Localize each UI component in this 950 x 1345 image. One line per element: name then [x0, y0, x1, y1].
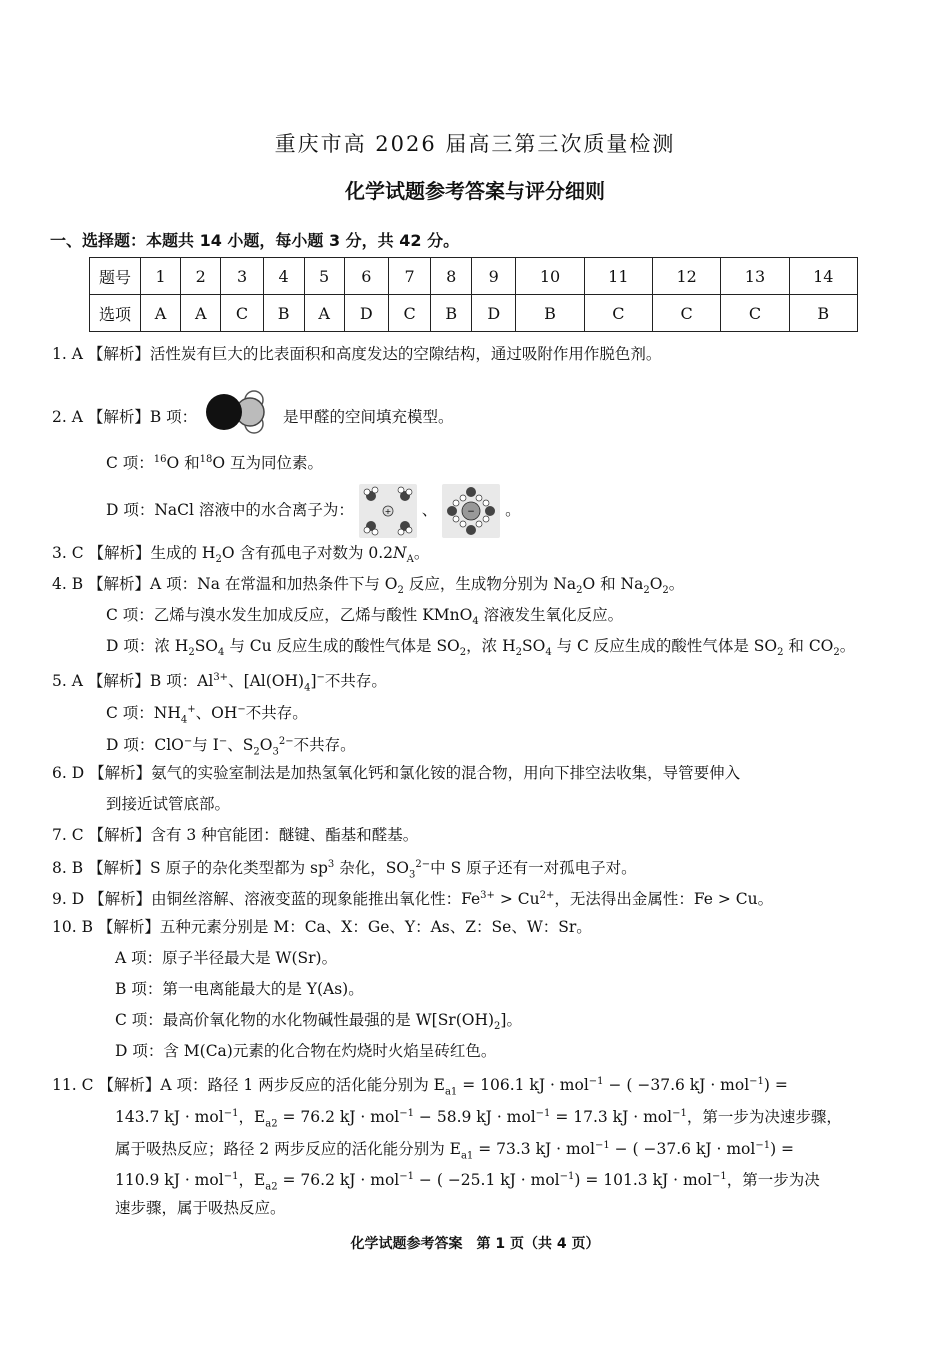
- answer-q6-line2: 到接近试管底部。: [106, 795, 231, 813]
- answer-table: [89, 257, 858, 332]
- text: ) =: [763, 1076, 788, 1095]
- text: − ( −37.6 kJ · mol: [609, 1140, 756, 1159]
- table-cell: A: [141, 295, 181, 332]
- subscript: a1: [444, 1086, 458, 1098]
- table-cell: B: [516, 295, 584, 332]
- superscript: −: [183, 736, 193, 747]
- answer-q5-d: [106, 732, 356, 762]
- answer-q11-line5: 速步骤，属于吸热反应。: [115, 1199, 286, 1217]
- text: C 项：NH: [106, 704, 181, 723]
- subscript: a2: [265, 1181, 278, 1193]
- text: ，无法得出金属性：Fe > Cu。: [554, 890, 774, 909]
- text: N: [393, 544, 407, 562]
- superscript: 18: [199, 454, 213, 465]
- table-cell: 9: [472, 258, 516, 295]
- answer-q4-c: [106, 605, 623, 632]
- text: 。: [413, 544, 430, 562]
- row-label-number: 题号: [90, 258, 141, 295]
- text: 8. B 【解析】S 原子的杂化类型都为 sp: [52, 859, 328, 878]
- answer-q11-line3: [115, 1136, 794, 1166]
- table-cell: B: [789, 295, 857, 332]
- text: ，E: [238, 1171, 266, 1190]
- table-cell: 2: [181, 258, 221, 295]
- superscript: 2−: [278, 736, 294, 747]
- subscript: 2: [188, 647, 195, 659]
- text: 4. B 【解析】A 项：Na 在常温和加热条件下与 O: [52, 575, 398, 593]
- text: 、: [421, 501, 438, 519]
- answer-q10-d: D 项：含 M(Ca)元素的化合物在灼烧时火焰呈砖红色。: [115, 1042, 497, 1060]
- text: ]。: [500, 1011, 522, 1029]
- subscript: a2: [265, 1118, 278, 1130]
- table-cell: D: [472, 295, 516, 332]
- answer-q6-line1: 6. D 【解析】氨气的实验室制法是加热氢氧化钙和氯化铵的混合物，用向下排空法收集，导管要伸入: [52, 764, 741, 782]
- table-cell: 4: [263, 258, 304, 295]
- subscript: a1: [460, 1150, 474, 1162]
- formaldehyde-model-icon: [202, 390, 278, 446]
- text: = 17.3 kJ · mol: [550, 1108, 673, 1127]
- table-cell: B: [431, 295, 472, 332]
- text: O 互为同位素。: [212, 454, 324, 473]
- superscript: −1: [399, 1171, 414, 1182]
- table-cell: 14: [789, 258, 857, 295]
- text: 、OH: [195, 704, 238, 723]
- table-cell: 3: [221, 258, 263, 295]
- text: 。: [505, 501, 521, 519]
- subscript: 2: [576, 585, 583, 597]
- subscript: 4: [180, 714, 188, 726]
- subscript: 4: [545, 647, 552, 659]
- answer-q4-a: [52, 574, 684, 601]
- subscript: 4: [472, 616, 479, 628]
- text: C 项：最高价氧化物的水化物碱性最强的是 W[Sr(OH): [115, 1011, 495, 1029]
- superscript: −: [237, 704, 246, 715]
- text: 。: [668, 575, 685, 593]
- text: − ( −37.6 kJ · mol: [603, 1076, 750, 1095]
- row-label-option: 选项: [90, 295, 141, 332]
- text: 杂化，SO: [334, 859, 410, 878]
- superscript: −1: [594, 1140, 610, 1151]
- answer-q3: [52, 543, 429, 570]
- text: 不共存。: [324, 672, 387, 691]
- answer-q9: [52, 886, 773, 909]
- superscript: +: [187, 704, 196, 715]
- answer-q11-line2: [115, 1104, 842, 1134]
- superscript: −: [316, 672, 325, 683]
- table-cell: D: [344, 295, 388, 332]
- answer-q2-line1: [52, 390, 454, 446]
- text: − ( −25.1 kJ · mol: [414, 1171, 560, 1190]
- subscript: A: [406, 554, 414, 566]
- text: ) =: [770, 1140, 795, 1159]
- superscript: 2+: [539, 890, 555, 901]
- superscript: −1: [223, 1108, 239, 1119]
- text: 溶液发生氧化反应。: [478, 606, 624, 624]
- text: 中 S 原子还有一对孤电子对。: [430, 859, 637, 878]
- superscript: −1: [711, 1171, 727, 1182]
- superscript: −1: [535, 1108, 551, 1119]
- hydrated-chloride-ion-icon: [442, 484, 500, 538]
- text: 与 Cu 反应生成的酸性气体是 SO: [224, 637, 460, 655]
- table-cell: 13: [721, 258, 789, 295]
- superscript: 2−: [415, 859, 431, 870]
- text: 不共存。: [245, 704, 308, 723]
- table-cell: 7: [388, 258, 430, 295]
- text: 与 I: [192, 736, 219, 755]
- text: 、S: [227, 736, 254, 755]
- exam-title: 重庆市高 2026 届高三第三次质量检测: [274, 132, 676, 156]
- svg-text:+: +: [384, 507, 392, 516]
- text: D 项：NaCl 溶液中的水合离子为：: [106, 501, 354, 519]
- table-row-options: [90, 295, 858, 332]
- subscript: 3: [272, 746, 279, 758]
- text: 。: [839, 637, 856, 655]
- q2-suffix: 是甲醛的空间填充模型。: [283, 408, 454, 426]
- table-cell: C: [584, 295, 652, 332]
- subscript: 4: [304, 682, 311, 694]
- text: O 和 Na: [582, 575, 644, 593]
- text: ，第一步为决: [726, 1171, 820, 1190]
- subscript: 2: [515, 647, 522, 659]
- svg-text:−: −: [467, 507, 476, 517]
- text: = 106.1 kJ · mol: [457, 1076, 589, 1095]
- text: − 58.9 kJ · mol: [414, 1108, 536, 1127]
- answer-q10-c: [115, 1010, 522, 1037]
- answer-q8: [52, 855, 637, 885]
- table-cell: A: [304, 295, 344, 332]
- text: 和 CO: [783, 637, 834, 655]
- text: 与 C 反应生成的酸性气体是 SO: [551, 637, 778, 655]
- hydrated-sodium-ion-icon: [359, 484, 417, 538]
- table-cell: 12: [652, 258, 720, 295]
- text: 5. A 【解析】B 项：Al: [52, 672, 214, 691]
- text: 110.9 kJ · mol: [115, 1171, 224, 1190]
- subscript: 3: [409, 869, 416, 881]
- table-cell: 11: [584, 258, 652, 295]
- superscript: −1: [223, 1171, 239, 1182]
- text: 11. C 【解析】A 项：路径 1 两步反应的活化能分别为 E: [52, 1076, 445, 1095]
- text: 属于吸热反应；路径 2 两步反应的活化能分别为 E: [115, 1140, 461, 1159]
- subscript: 2: [494, 1021, 501, 1033]
- table-cell: C: [388, 295, 430, 332]
- superscript: 16: [153, 454, 167, 465]
- text: 3. C 【解析】生成的 H: [52, 544, 216, 562]
- answer-q11-line1: [52, 1072, 788, 1102]
- answer-q11-line4: [115, 1167, 820, 1197]
- text: SO: [194, 637, 219, 655]
- subscript: 2: [777, 647, 784, 659]
- superscript: −1: [559, 1171, 575, 1182]
- subscript: 4: [218, 647, 225, 659]
- text: C 项：: [106, 454, 154, 473]
- superscript: −1: [672, 1108, 687, 1119]
- table-cell: C: [221, 295, 263, 332]
- section-heading: 一、选择题：本题共 14 小题，每小题 3 分，共 42 分。: [50, 231, 460, 250]
- table-cell: C: [652, 295, 720, 332]
- text: C 项：乙烯与溴水发生加成反应，乙烯与酸性 KMnO: [106, 606, 473, 624]
- superscript: −1: [749, 1076, 764, 1087]
- superscript: 3: [327, 859, 335, 870]
- text: 9. D 【解析】由铜丝溶解、溶液变蓝的现象能推出氧化性：Fe: [52, 890, 481, 909]
- table-cell: 1: [141, 258, 181, 295]
- superscript: 3+: [213, 672, 229, 683]
- table-cell: A: [181, 295, 221, 332]
- text: = 76.2 kJ · mol: [277, 1108, 400, 1127]
- answer-q7: 7. C 【解析】含有 3 种官能团：醚键、酯基和醛基。: [52, 826, 419, 844]
- text: D 项：ClO: [106, 736, 184, 755]
- text: O: [649, 575, 663, 593]
- table-cell: 10: [516, 258, 584, 295]
- text: = 73.3 kJ · mol: [473, 1140, 595, 1159]
- superscript: −1: [755, 1140, 771, 1151]
- subscript: 2: [253, 746, 260, 758]
- table-cell: 6: [344, 258, 388, 295]
- table-row-numbers: [90, 258, 858, 295]
- text: 、[Al(OH): [228, 672, 305, 691]
- text: 143.7 kJ · mol: [115, 1108, 224, 1127]
- text: O 含有孤电子对数为 0.2: [221, 544, 394, 562]
- subscript: 2: [459, 647, 467, 659]
- text: 反应，生成物分别为 Na: [403, 575, 577, 593]
- superscript: −1: [588, 1076, 604, 1087]
- subscript: 2: [215, 554, 222, 566]
- text: O 和: [166, 454, 200, 473]
- text: 不共存。: [293, 736, 356, 755]
- text: SO: [521, 637, 546, 655]
- text: D 项：浓 H: [106, 637, 189, 655]
- answer-q4-d: [106, 636, 855, 663]
- answer-q10-a: A 项：原子半径最大是 W(Sr)。: [115, 949, 338, 967]
- superscript: −: [218, 736, 228, 747]
- subscript: 2: [643, 585, 650, 597]
- answer-q10-b: B 项：第一电离能最大的是 Y(As)。: [115, 980, 364, 998]
- answer-q2-d: [106, 484, 521, 538]
- table-cell: C: [721, 295, 789, 332]
- superscript: −1: [399, 1108, 414, 1119]
- text: = 76.2 kJ · mol: [277, 1171, 400, 1190]
- subscript: 2: [833, 647, 840, 659]
- table-cell: B: [263, 295, 304, 332]
- text: ) = 101.3 kJ · mol: [574, 1171, 712, 1190]
- table-cell: 8: [431, 258, 472, 295]
- text: ，浓 H: [466, 637, 516, 655]
- text: O: [259, 736, 273, 755]
- text: > Cu: [494, 890, 540, 909]
- answer-q1: 1. A 【解析】活性炭有巨大的比表面积和高度发达的空隙结构，通过吸附作用作脱色剂。: [52, 345, 662, 363]
- page-footer: 化学试题参考答案 第 1 页（共 4 页）: [350, 1236, 600, 1252]
- superscript: 3+: [480, 890, 495, 901]
- text: ，E: [238, 1108, 266, 1127]
- answer-q2-c: [106, 450, 323, 473]
- subscript: 2: [397, 585, 404, 597]
- document-subtitle: 化学试题参考答案与评分细则: [345, 179, 605, 203]
- text: ，第一步为决速步骤，: [686, 1108, 842, 1127]
- answer-q5-b: [52, 668, 387, 698]
- q2-prefix: 2. A 【解析】B 项：: [52, 408, 198, 426]
- table-cell: 5: [304, 258, 344, 295]
- answer-q10-line1: 10. B 【解析】五种元素分别是 M：Ca、X：Ge、Y：As、Z：Se、W：Sr。: [52, 918, 592, 936]
- text: ]: [310, 672, 317, 691]
- answer-q5-c: [106, 700, 308, 730]
- subscript: 2: [662, 585, 669, 597]
